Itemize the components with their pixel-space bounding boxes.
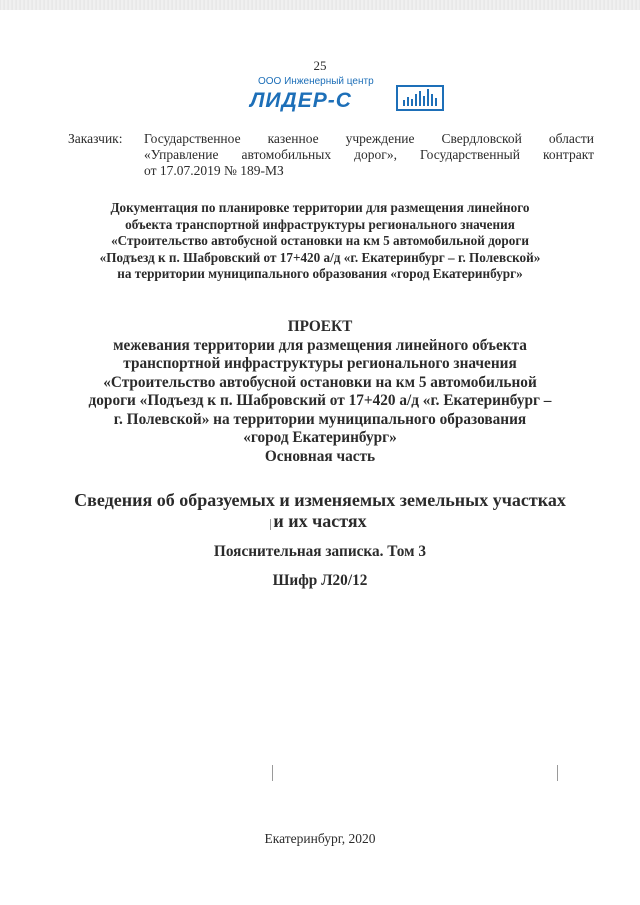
customer-label: Заказчик: [68,131,123,146]
customer-line: Государственное казенное учреждение Свердловской области [144,131,594,146]
subject-line: и их частях [273,511,367,531]
company-logo [246,76,456,118]
project-line: «Строительство автобусной остановки на км 5 автомобильной [103,373,537,391]
project-title [40,318,600,466]
documentation-title [60,200,580,283]
customer-text [144,131,594,179]
subject-title [40,490,600,532]
project-line: межевания территории для размещения линейного объекта [113,336,527,354]
project-line: транспортной инфраструктуры регионального значения [123,355,517,372]
footer-city-year: Екатеринбург, 2020 [264,831,376,846]
doc-title-line: Документация по планировке территории для размещения линейного [110,200,530,215]
volume-title: Пояснительная записка. Том 3 [213,543,427,560]
customer-block [68,131,594,179]
scan-mark [557,765,558,781]
doc-title-line: «Строительство автобусной остановки на км 5 автомобильной дороги [111,233,529,248]
project-heading: ПРОЕКТ [287,318,353,335]
doc-title-line: объекта транспортной инфраструктуры регионального значения [125,216,515,232]
doc-title-line: «Подъезд к п. Шабровский от 17+420 а/д «г. Екатеринбург – г. Полевской» [99,249,541,265]
logo-bars-icon [396,85,444,111]
scan-mark [272,765,273,781]
project-line: г. Полевской» на территории муниципального образования [113,410,527,428]
project-line: дороги «Подъезд к п. Шабровский от 17+420 а/д «г. Екатеринбург – [88,392,552,409]
logo-subtitle: ООО Инженерный центр [258,76,374,87]
page-number: 25 [313,58,327,73]
cipher: Шифр Л20/12 [272,572,368,589]
project-part: Основная часть [264,447,376,465]
scan-mark [270,519,271,530]
project-line: «город Екатеринбург» [243,429,397,446]
doc-title-line: на территории муниципального образования «город Екатеринбург» [117,266,523,281]
subject-line: Сведения об образуемых и изменяемых земельных участках [74,490,566,510]
logo-name: ЛИДЕР-С [250,89,352,112]
customer-line: от 17.07.2019 № 189-МЗ [144,163,284,178]
customer-line: «Управление автомобильных дорог», Государственный контракт [144,147,594,162]
scan-edge [0,0,640,10]
